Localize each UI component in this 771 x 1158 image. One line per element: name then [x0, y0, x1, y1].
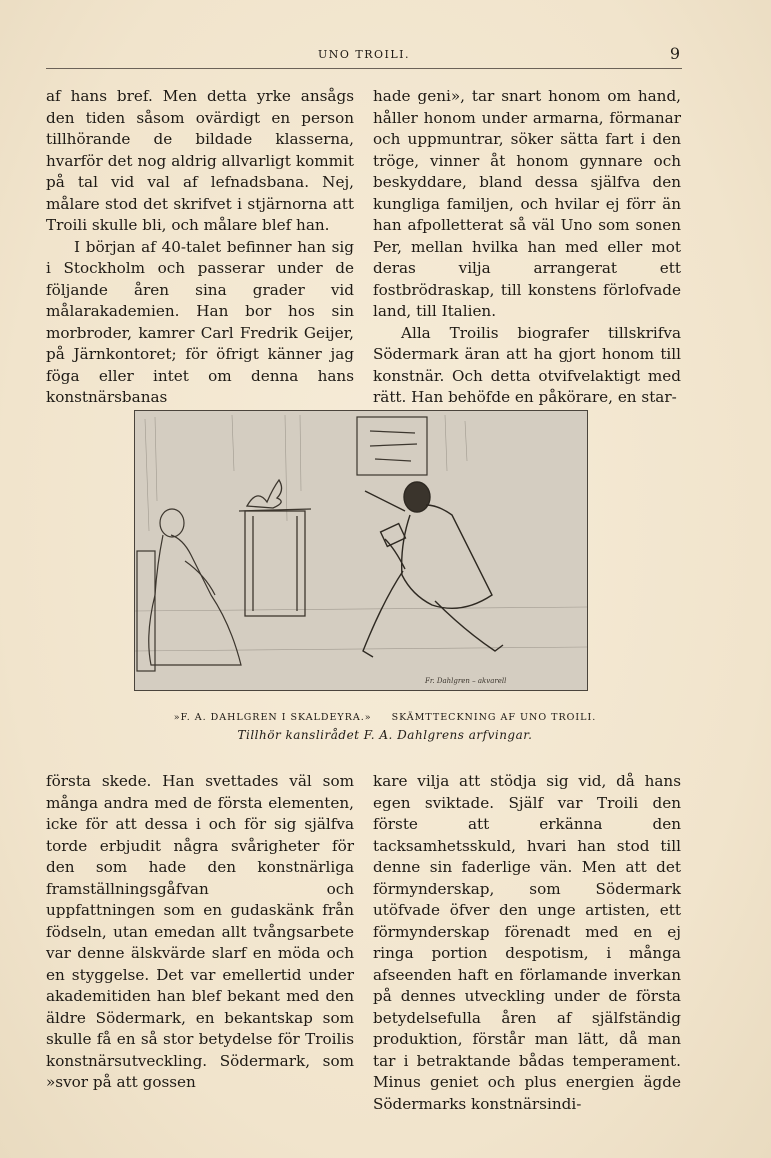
paragraph: kare vilja att stödja sig vid, då hans egen sviktade. Själf var Troili den förste att erkänna den tacksamhetsskuld, hvari han stod till denne sin faderlige vän. Men att det förmynderskap, som Södermark utöfvade öfver den unge artisten, ett förmynderskap förenadt med en ej ringa portion despotism, i många afseenden haft en förlamande inverkan på dennes utveckling under de första betydelsefulla åren af själfständig produktion, förstår man lätt, då man tar i betraktande bådas temperament. Minus geniet och plus energien ägde Södermarks konstnärsindi-	[373, 772, 681, 1113]
figure-caption	[90, 712, 680, 723]
paragraph: Alla Troilis biografer tillskrifva Södermark äran att ha gjort honom till konstnär. Och detta otvifvelaktigt med rätt. Han behöfde en påkörare, en star-	[373, 323, 681, 406]
artist-signature: Fr. Dahlgren – akvarell	[425, 677, 507, 685]
top-left-column	[46, 86, 354, 409]
page-number: 9	[669, 44, 680, 63]
paragraph: af hans bref. Men detta yrke ansågs den tiden såsom ovärdigt en person tillhörande de bildade klasserna, hvarför det nog aldrig allvarligt kommit på tal vid val af lefnadsbana. Nej, målare stod det skrifvet i stjärnorna att Troili skulle bli, och målare blef han.	[46, 87, 354, 234]
caption-description: SKÄMTTECKNING AF UNO TROILI.	[391, 712, 597, 723]
bottom-left-column	[46, 771, 354, 1094]
page-header	[46, 44, 682, 69]
paragraph: första skede. Han svettades väl som många andra med de första elementen, icke för att dessa i och för sig själfva torde erbjudit några svårigheter för den som hade den konstnärliga framställningsgåfvan och uppfattningen som en gudaskänk från födseln, utan emedan allt tvångsarbete var denne älskvärde slarf en möda och en styggelse. Det var emellertid under akademitiden han blef bekant med den äldre Södermark, en bekantskap som skulle få en så stor betydelse för Troilis konstnärsutveckling. Södermark, som »svor på att gossen	[46, 772, 354, 1091]
running-title: UNO TROILI.	[317, 48, 411, 61]
caption-title: »F. A. DAHLGREN I SKALDEYRA.»	[173, 712, 372, 723]
bottom-right-column	[373, 771, 681, 1115]
figure-ownership-note: Tillhör kanslirådet F. A. Dahlgrens arfvingar.	[237, 728, 533, 742]
sketch-illustration	[134, 410, 588, 691]
paragraph: I början af 40-talet befinner han sig i Stockholm och passerar under de följande åren sina grader vid målarakademien. Han bor hos sin morbroder, kamrer Carl Fredrik Geijer, på Järnkontoret; för öfrigt känner jag föga eller intet om denna hans konstnärsbanas	[46, 237, 354, 406]
paragraph: hade geni», tar snart honom om hand, håller honom under armarna, förmanar och uppmuntrar, söker sätta fart i den tröge, vinner åt honom gynnare och beskyddare, bland dessa själfva den kungliga familjen, och hvilar ej förr än han afpolletterat så väl Uno som sonen Per, mellan hvilka han med eller mot deras vilja arrangerat ett fostbrödraskap, till konstens förlofvade land, till Italien.	[373, 87, 681, 320]
top-right-column	[373, 86, 681, 409]
